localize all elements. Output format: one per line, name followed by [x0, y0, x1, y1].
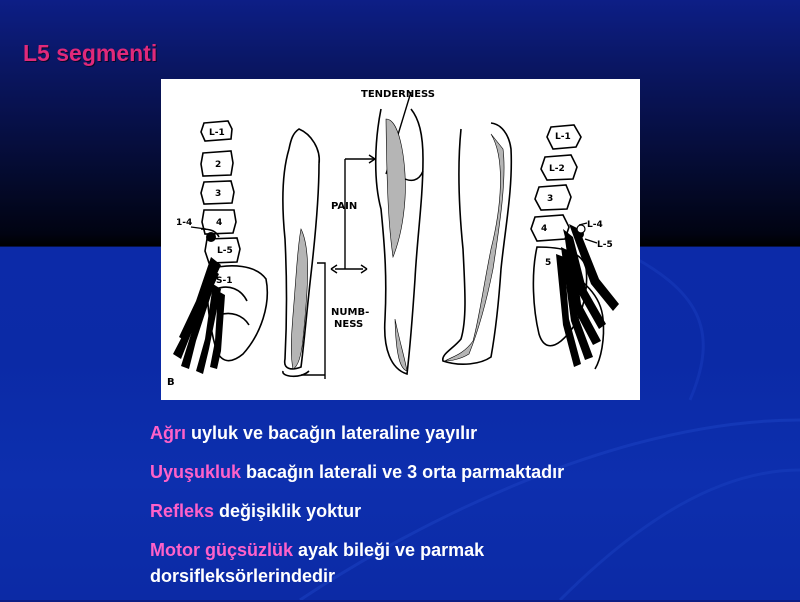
spine-label: 5 [545, 258, 552, 268]
bullet-text: ayak bileği ve parmak dorsifleksörlerindedir [150, 540, 485, 586]
spine-label: L-2 [549, 164, 565, 174]
spine-label: L-4 [587, 220, 603, 230]
spine-label: 2 [215, 160, 222, 170]
bullet-keyword: Uyuşukluk [150, 462, 242, 482]
pain-label: PAIN [331, 201, 358, 212]
bullet-motor [150, 537, 580, 589]
bullet-pain [150, 420, 580, 446]
numbness-label: NESS [334, 319, 364, 330]
bullet-keyword: Refleks [150, 501, 215, 521]
numbness-label: NUMB- [331, 307, 370, 318]
bullet-keyword: Ağrı [150, 423, 186, 443]
spine-label: 1-4 [176, 218, 193, 228]
tenderness-label: TENDERNESS [361, 89, 436, 100]
bullet-keyword: Motor güçsüzlük [150, 540, 293, 560]
bullet-reflex [150, 498, 580, 524]
bullet-text: bacağın laterali ve 3 orta parmaktadır [241, 462, 565, 482]
spine-label: 4 [216, 218, 223, 228]
spine-label: L-1 [209, 128, 225, 138]
spine-label: S-1 [216, 276, 233, 286]
spine-label: 4 [541, 224, 548, 234]
symptom-list [150, 420, 580, 602]
panel-label: B [167, 377, 175, 388]
spine-label: 3 [215, 189, 222, 199]
l5-dermatome-illustration [161, 79, 640, 400]
spine-label: L-5 [217, 246, 233, 256]
spine-label: L-1 [555, 132, 571, 142]
spine-label: L-5 [597, 240, 613, 250]
slide-title: L5 segmenti [23, 40, 158, 66]
bullet-numbness [150, 459, 580, 485]
dermatome-figure [161, 79, 640, 400]
bullet-text: uyluk ve bacağın lateraline yayılır [186, 423, 478, 443]
spine-label: 3 [547, 194, 554, 204]
bullet-text: değişiklik yoktur [214, 501, 362, 521]
